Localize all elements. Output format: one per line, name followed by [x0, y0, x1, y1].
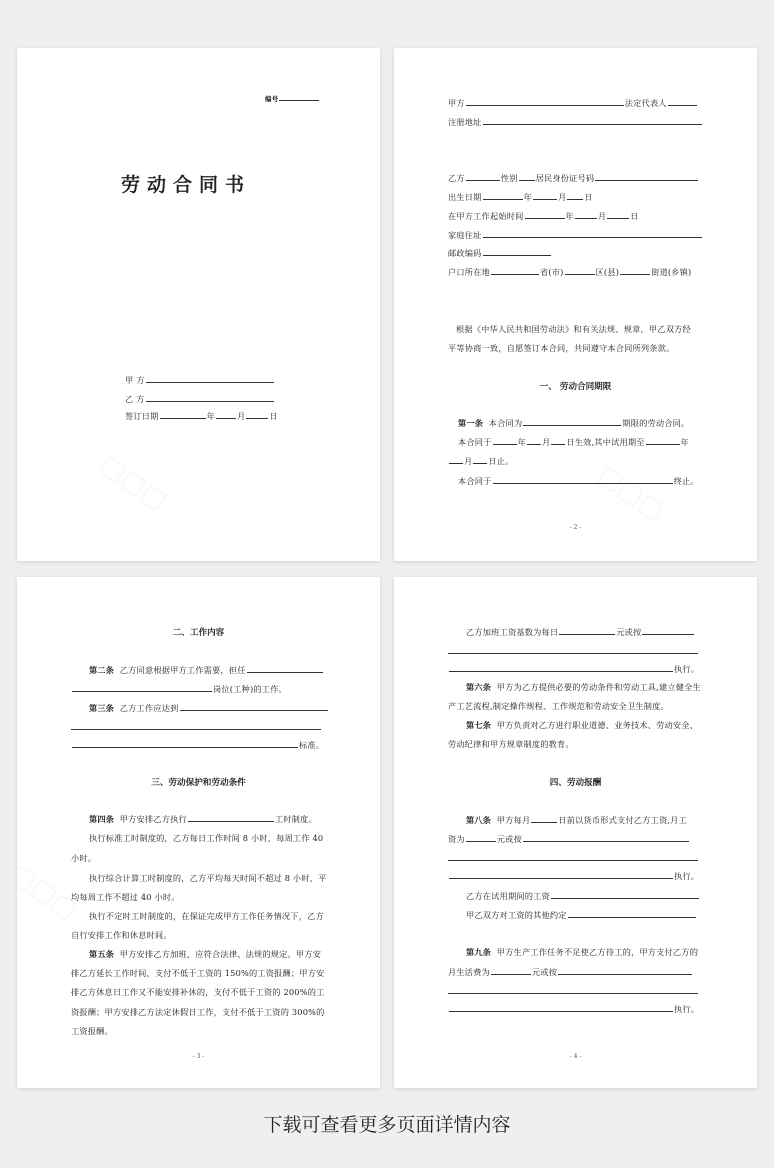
other-agreement-line: 甲乙双方对工资的其他约定: [466, 909, 697, 920]
blank-line: [448, 653, 698, 654]
postcode-field: 邮政编码: [448, 247, 552, 258]
section-heading-4: 四、劳动报酬: [549, 778, 602, 788]
section-heading-1: 一、 劳动合同期限: [539, 382, 612, 392]
party-a-field: 甲方 法定代表人: [448, 97, 698, 108]
overtime-base-line: 乙方加班工资基数为每日 元或按: [466, 626, 695, 637]
blank-line: [448, 860, 698, 861]
paragraph: 执行综合计算工时制度的，乙方平均每天时间不超过 8 小时，平: [89, 873, 327, 883]
paragraph: 小时。: [71, 853, 97, 863]
article-7-line-1: 第七条 甲方负责对乙方进行职业道德、业务技术、劳动安全、: [466, 720, 699, 730]
section-heading-3: 三、劳动保护和劳动条件: [151, 778, 246, 788]
blank-line: [71, 729, 321, 730]
article-9-line-1: 第九条 甲方生产工作任务不足使乙方待工的，甲方支付乙方的: [466, 947, 699, 957]
document-page-3: [17, 577, 380, 1088]
article-1-line-1: 第一条 本合同为 期限的劳动合同。: [458, 418, 690, 428]
paragraph: 均每周工作不超过 40 小时。: [71, 892, 180, 902]
hukou-field: 户口所在地 省(市) 区(县) 街道(乡镇): [448, 267, 692, 277]
paragraph: 执行标准工时制度的，乙方每日工作时间 8 小时，每周工作 40: [89, 833, 324, 843]
page-number: - 2 -: [569, 524, 582, 531]
party-b-line: 乙 方: [125, 393, 275, 404]
article-8-exec-line: 执行。: [448, 870, 699, 881]
contract-number-label: 编号: [265, 94, 320, 104]
section-heading-2: 二、工作内容: [172, 628, 225, 638]
sign-date-line: 签订日期 年 月 日: [125, 411, 278, 421]
article-1-line-2: 本合同于 年 月 日生效,其中试用期至 年: [458, 437, 690, 447]
article-9-line-2: 月生活费为 元或按: [448, 966, 693, 977]
document-page-4: [394, 577, 757, 1088]
article-1-line-4: 本合同于 终止。: [458, 476, 699, 486]
probation-wage-line: 乙方在试用期间的工资: [466, 890, 700, 901]
article-3-line-3: 标准。: [71, 739, 324, 750]
article-8-line-2: 资为 元或按: [448, 833, 690, 844]
paragraph: 工资报酬。: [71, 1026, 113, 1036]
paragraph: 资报酬；甲方安排乙方法定休假日工作，支付不低于工资的 300%的: [71, 1007, 325, 1017]
page-number: - 4 -: [569, 1053, 582, 1060]
article-6-line-1: 第六条 甲方为乙方提供必要的劳动条件和劳动工具,建立健全生: [466, 682, 701, 692]
page-number: - 3 -: [192, 1053, 205, 1060]
article-3-line-1: 第三条 乙方工作应达到: [89, 702, 329, 713]
start-work-field: 在甲方工作起始时间 年 月 日: [448, 211, 639, 221]
article-9-exec-line: 执行。: [448, 1003, 699, 1014]
article-8-line-1: 第八条 甲方每月 日前以货币形式支付乙方工资,月工: [466, 815, 687, 825]
article-2-line-1: 第二条 乙方同意根据甲方工作需要，担任: [89, 664, 324, 675]
watermark: [95, 450, 173, 517]
home-addr-field: 家庭住址: [448, 229, 703, 240]
overtime-exec-line: 执行。: [448, 663, 699, 674]
reg-addr-field: 注册地址: [448, 116, 703, 127]
blank-line: [448, 993, 698, 994]
article-5-line-1: 第五条 甲方安排乙方加班，应符合法律、法规的规定。甲方安: [89, 949, 322, 959]
birth-field: 出生日期 年 月 日: [448, 192, 593, 202]
page-title: 劳动合同书: [121, 174, 252, 196]
article-1-line-3: 月 日止。: [448, 455, 514, 466]
document-page-2: [394, 48, 757, 561]
paragraph: 排乙方休息日工作又不能安排补休的，支付不低于工资的 200%的工: [71, 987, 325, 997]
party-a-line: 甲 方: [125, 374, 275, 385]
article-2-line-2: 岗位(工种)的工作。: [71, 683, 287, 694]
paragraph: 产工艺流程,制定操作规程、工作规范和劳动安全卫生制度。: [448, 701, 669, 711]
paragraph: 自行安排工作和休息时间。: [71, 930, 172, 940]
intro-line-1: 根据《中华人民共和国劳动法》和有关法规、规章，甲乙双方经: [456, 324, 691, 334]
watermark: [592, 460, 670, 527]
download-prompt: 下载可查看更多页面详情内容: [263, 1114, 511, 1136]
paragraph: 执行不定时工时制度的，在保证完成甲方工作任务情况下，乙方: [89, 911, 324, 921]
article-4-line-1: 第四条 甲方安排乙方执行 工时制度。: [89, 814, 317, 824]
document-page-1: [17, 48, 380, 561]
paragraph: 劳动纪律和甲方规章制度的教育。: [448, 739, 574, 749]
party-b-field: 乙方 性别 居民身份证号码: [448, 172, 699, 183]
paragraph: 排乙方延长工作时间，支付不低于工资的 150%的工资报酬；甲方安: [71, 968, 325, 978]
intro-line-2: 平等协商一致，自愿签订本合同，共同遵守本合同所列条款。: [448, 343, 675, 353]
